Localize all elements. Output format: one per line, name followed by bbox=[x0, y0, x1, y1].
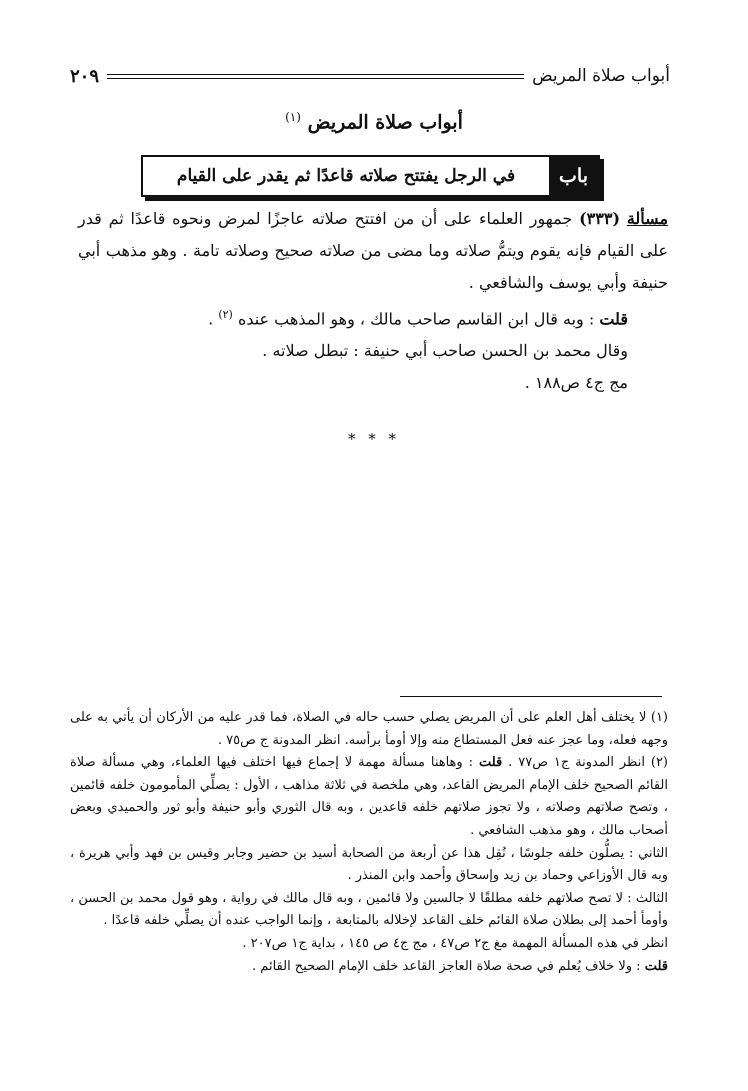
footnote-opinion-third: الثالث : لا تصح صلاتهم خلفه مطلقًا لا جالسين ولا قائمين ، وبه قال مالك في رواية ، وهو قول محمد بن الحسن ، وأومأ أحمد إلى بطلان صلاة القائم خلف القاعد لإخلاله بالمتابعة ، وإنما الواجب عنده أن يصلِّي خلفه قاعدًا . bbox=[70, 890, 668, 929]
muhammad-paragraph: وقال محمد بن الحسن صاحب أبي حنيفة : تبطل صلاته . bbox=[262, 341, 628, 361]
section-separator: * * * bbox=[347, 430, 401, 448]
footnote-2-text: : وهاهنا مسألة مهمة لا إجماع فيها اختلف فيها العلماء، وهي مسألة صلاة القائم الصحيح خلف الإمام المريض القاعد، وهي ملخصة في ثلاثة مذاهب ، الأول : يصلِّي المأمومون خلفه قائمين ، وتصح صلاتهم وصلاته ، ولا تجوز صلاتهم خلفه قاعدين ، وبه قال الثوري وأبو حنيفة وأبو ثور والحميدي وبعض أصحاب مالك ، وهو مذهب الشافعي . bbox=[70, 755, 668, 838]
page-number: ٢٠٩ bbox=[70, 65, 100, 87]
qult-end: . bbox=[208, 309, 214, 329]
footnotes bbox=[70, 707, 668, 978]
header-rule bbox=[107, 74, 524, 79]
footnote-references: انظر في هذه المسألة المهمة مغ ج٢ ص٤٧ ، مج ج٤ ص ١٤٥ ، بداية ج١ ص٢٠٧ . bbox=[242, 935, 668, 951]
footnote-rule bbox=[400, 696, 662, 697]
footnote-2-ref: (٢) انظر المدونة ج١ ص٧٧ . bbox=[508, 755, 668, 771]
chapter-title: في الرجل يفتتح صلاته قاعدًا ثم يقدر على القيام bbox=[176, 166, 516, 186]
masala-text: جمهور العلماء على أن من افتتح صلاته عاجزًا لمرض ونحوه قاعدًا ثم قدر على القيام فإنه يقوم ويتمُّ صلاته وما مضى من صلاته صحيح وصلاته تامة . وهو مذهب أبي حنيفة وأبي يوسف والشافعي . bbox=[78, 209, 668, 292]
running-title: أبواب صلاة المريض bbox=[532, 66, 670, 86]
footnote-opinion-second: الثاني : يصلُّون خلفه جلوسًا ، نُقِل هذا عن أربعة من الصحابة أسيد بن حضير وجابر وقيس بن فهد وأبي هريرة ، وبه قال الأوزاعي وحماد بن زيد وإسحاق وأحمد وابن المنذر . bbox=[70, 845, 668, 884]
section-title-text: أبواب صلاة المريض bbox=[307, 111, 463, 134]
footnote-ref-1: (١) bbox=[285, 110, 301, 124]
footnote-1: (١) لا يختلف أهل العلم على أن المريض يصلي حسب حاله في الصلاة، فما قدر عليه من الأركان أن يأتي به على وجهه فعله، وما عجز عنه فعل المستطاع منه وإلا أومأ برأسه. انظر المدونة ج ص٧٥ . bbox=[70, 710, 668, 748]
qult-text: : وبه قال ابن القاسم صاحب مالك ، وهو المذهب عنده bbox=[237, 309, 595, 329]
chapter-label: باب bbox=[549, 157, 598, 195]
chapter-heading-box bbox=[141, 155, 600, 197]
qult-paragraph bbox=[78, 299, 668, 335]
running-header bbox=[70, 62, 670, 90]
footnote-final bbox=[70, 956, 668, 979]
footnote-final-text: : ولا خلاف يُعلم في صحة صلاة العاجز القاعد خلف الإمام الصحيح القائم . bbox=[252, 958, 641, 974]
masala-label: مسألة bbox=[626, 209, 669, 228]
footnote-2-qult: قلت bbox=[478, 755, 503, 771]
masala-paragraph bbox=[78, 203, 668, 299]
footnote-2 bbox=[70, 752, 668, 842]
section-title bbox=[0, 110, 748, 133]
footnote-final-qult: قلت bbox=[644, 958, 668, 974]
reference-line: مج ج٤ ص١٨٨ . bbox=[524, 373, 628, 393]
qult-label: قلت bbox=[599, 309, 628, 329]
masala-number: (٣٣٣) bbox=[579, 209, 621, 228]
main-text bbox=[78, 203, 668, 399]
footnote-ref-2: (٢) bbox=[218, 308, 233, 321]
